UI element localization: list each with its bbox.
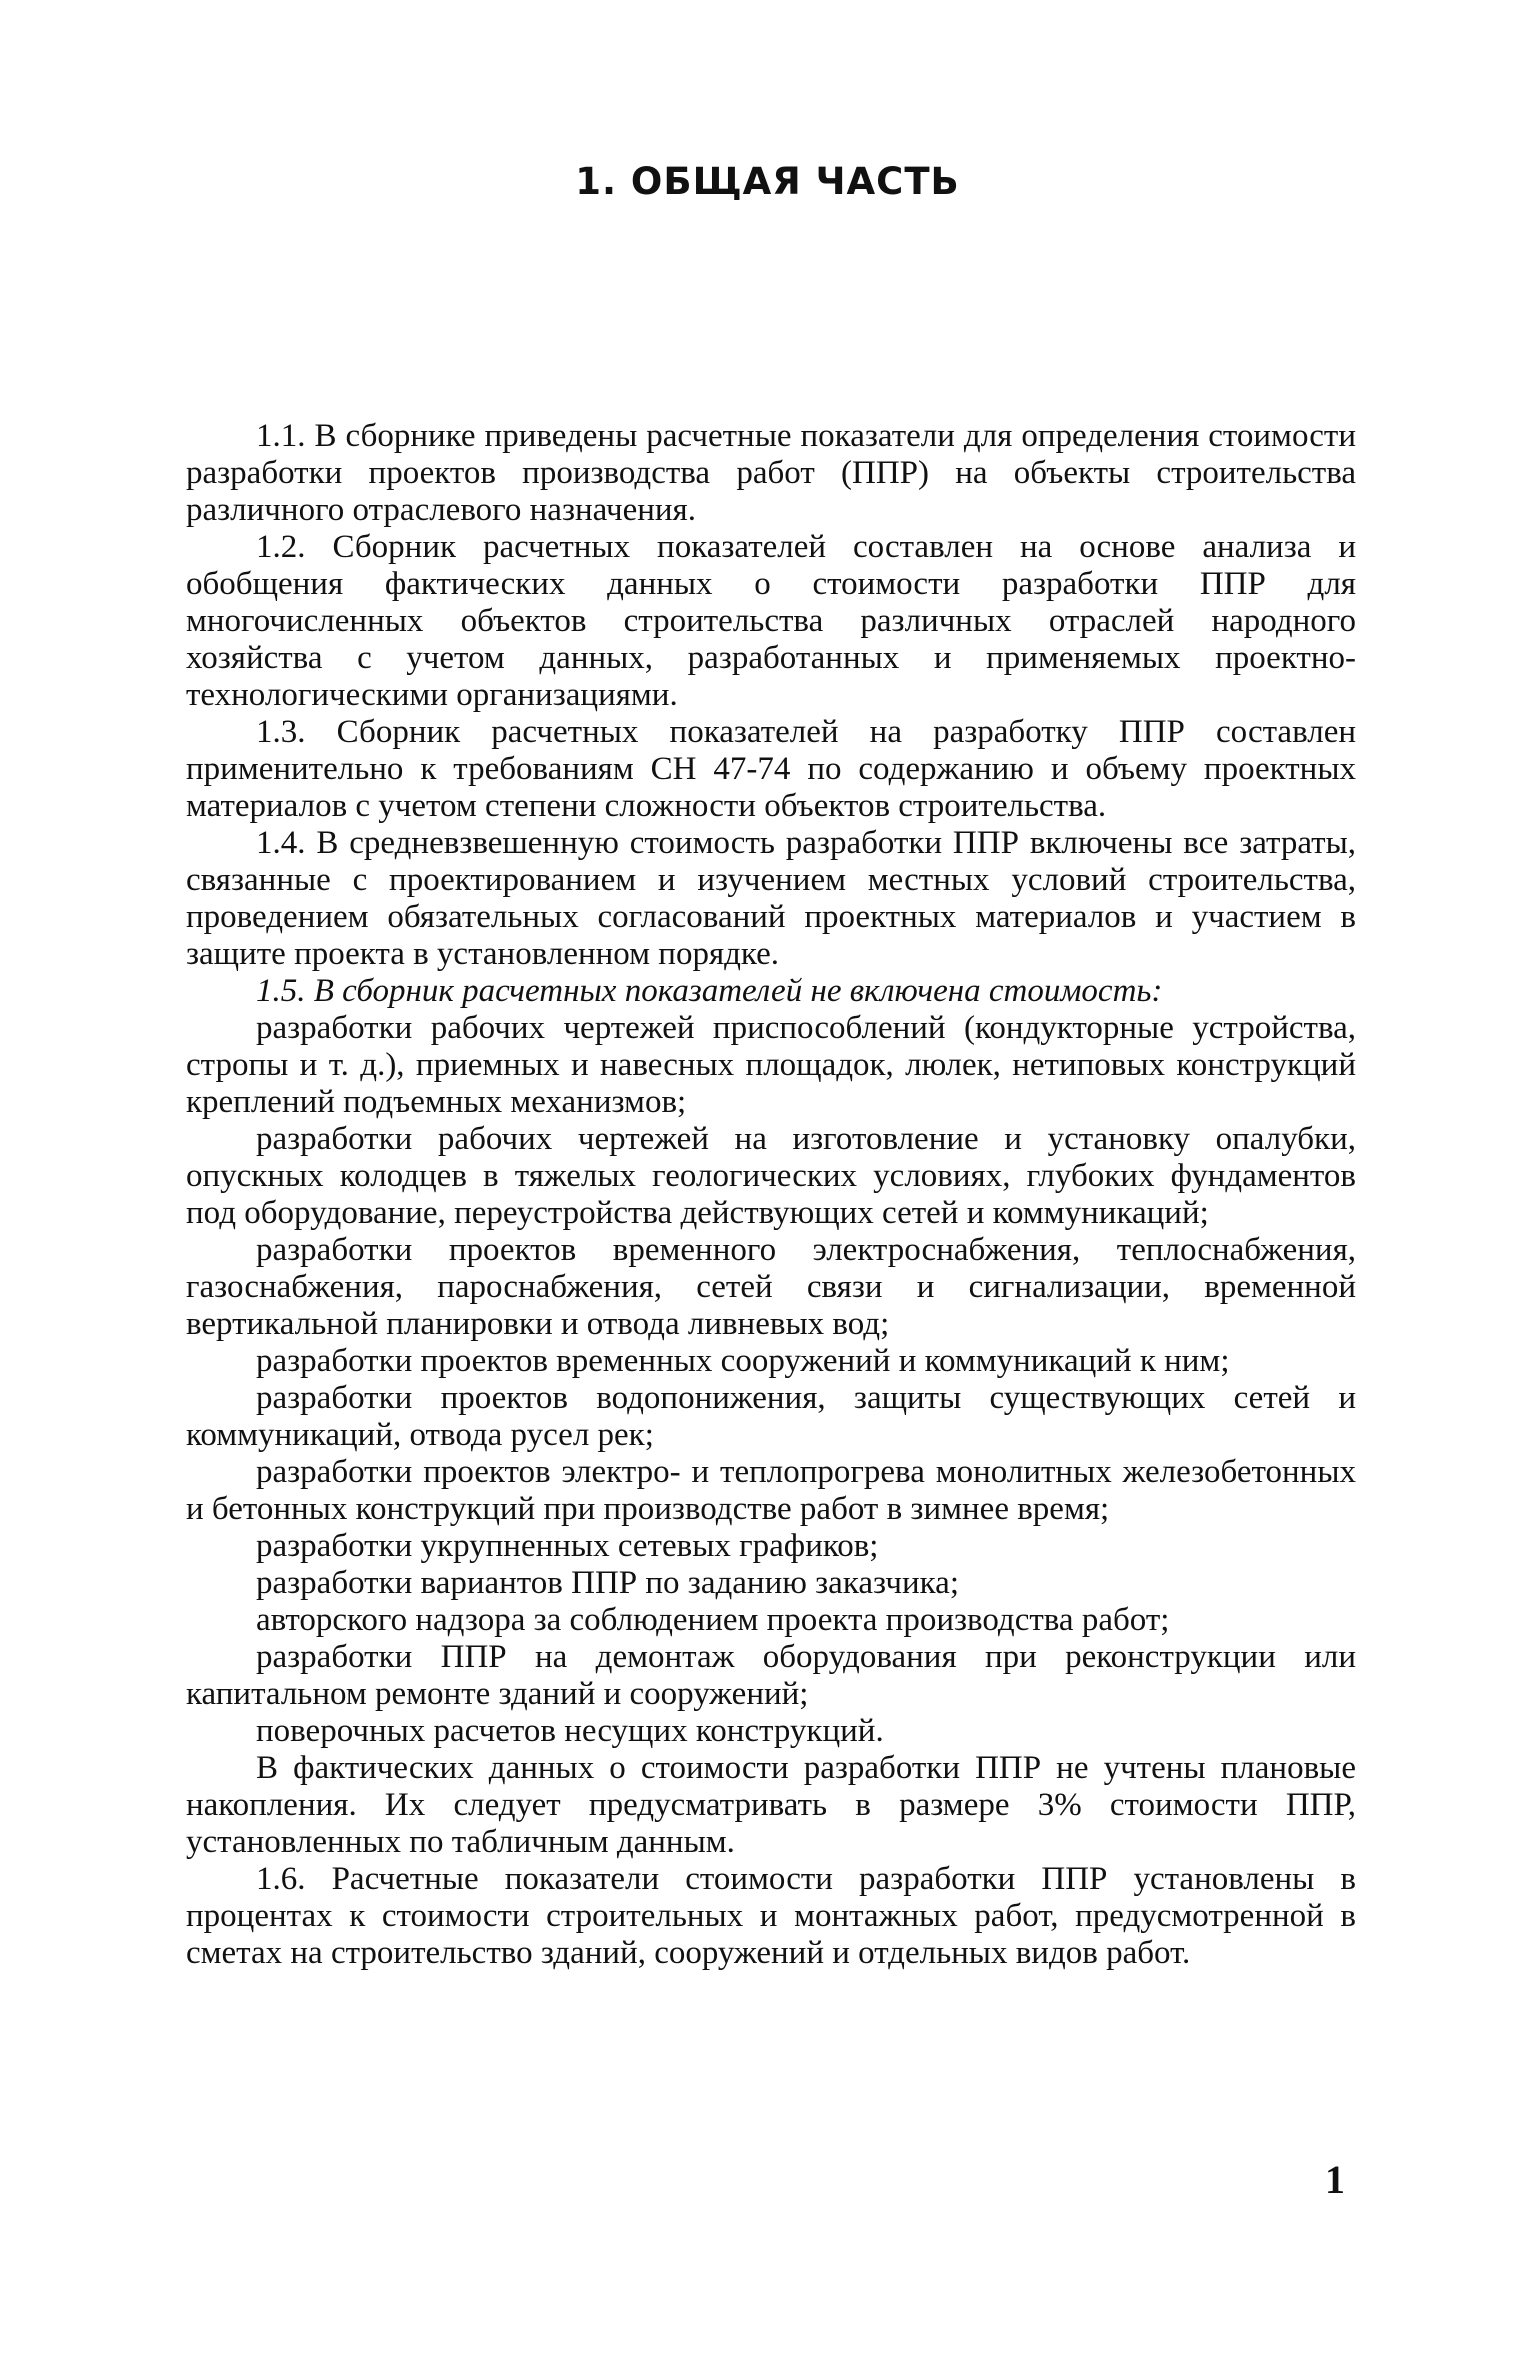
section-heading: 1. ОБЩАЯ ЧАСТЬ <box>575 160 960 203</box>
list-item: авторского надзора за соблюдением проекта производства работ; <box>256 1602 1170 1638</box>
list-item: разработки укрупненных сетевых графиков; <box>256 1528 879 1564</box>
list-item: разработки проектов временных сооружений и коммуникаций к ним; <box>256 1343 1230 1379</box>
paragraph-1-4: 1.4. В средневзвешенную стоимость разработки ППР включены все затраты, связанные с проектированием и изучением местных условий строительства, проведением обязательных согласований проектных материалов и участием в защите проекта в установленном порядке. <box>186 825 1356 972</box>
paragraph-1-3: 1.3. Сборник расчетных показателей на разработку ППР составлен применительно к требованиям СН 47-74 по содержанию и объему проектных материалов с учетом степени сложности объектов строительства. <box>186 714 1356 824</box>
list-item: разработки рабочих чертежей приспособлений (кондукторные устройства, стропы и т. д.), приемных и навесных площадок, люлек, нетиповых конструкций креплений подъемных механизмов; <box>186 1010 1356 1120</box>
paragraph-1-5: 1.5. В сборник расчетных показателей не включена стоимость: <box>256 973 1163 1009</box>
list-item: разработки ППР на демонтаж оборудования при реконструкции или капитальном ремонте зданий и сооружений; <box>186 1639 1356 1712</box>
list-item: поверочных расчетов несущих конструкций. <box>256 1713 884 1749</box>
planned-savings-note: В фактических данных о стоимости разработки ППР не учтены плановые накопления. Их следует предусматривать в размере 3% стоимости ППР, установленных по табличным данным. <box>186 1750 1356 1860</box>
paragraph-1-1: 1.1. В сборнике приведены расчетные показатели для определения стоимости разработки проектов производства работ (ППР) на объекты строительства различного отраслевого назначения. <box>186 418 1356 528</box>
list-item: разработки проектов водопонижения, защиты существующих сетей и коммуникаций, отвода русел рек; <box>186 1380 1356 1453</box>
list-item: разработки проектов электро- и теплопрогрева монолитных железобетонных и бетонных конструкций при производстве работ в зимнее время; <box>186 1454 1356 1527</box>
paragraph-1-6: 1.6. Расчетные показатели стоимости разработки ППР установлены в процентах к стоимости строительных и монтажных работ, предусмотренной в сметах на строительство зданий, сооружений и отдельных видов работ. <box>186 1861 1356 1971</box>
list-item: разработки вариантов ППР по заданию заказчика; <box>256 1565 959 1601</box>
list-item: разработки проектов временного электроснабжения, теплоснабжения, газоснабжения, пароснабжения, сетей связи и сигнализации, временной вертикальной планировки и отвода ливневых вод; <box>186 1232 1356 1342</box>
paragraph-1-2: 1.2. Сборник расчетных показателей составлен на основе анализа и обобщения фактических данных о стоимости разработки ППР для многочисленных объектов строительства различных отраслей народного хозяйства с учетом данных, разработанных и применяемых проектно-технологическими организациями. <box>186 529 1356 713</box>
section-body <box>186 418 1356 1972</box>
page-number: 1 <box>1325 2157 1345 2202</box>
list-item: разработки рабочих чертежей на изготовление и установку опалубки, опускных колодцев в тяжелых геологических условиях, глубоких фундаментов под оборудование, переустройства действующих сетей и коммуникаций; <box>186 1121 1356 1231</box>
